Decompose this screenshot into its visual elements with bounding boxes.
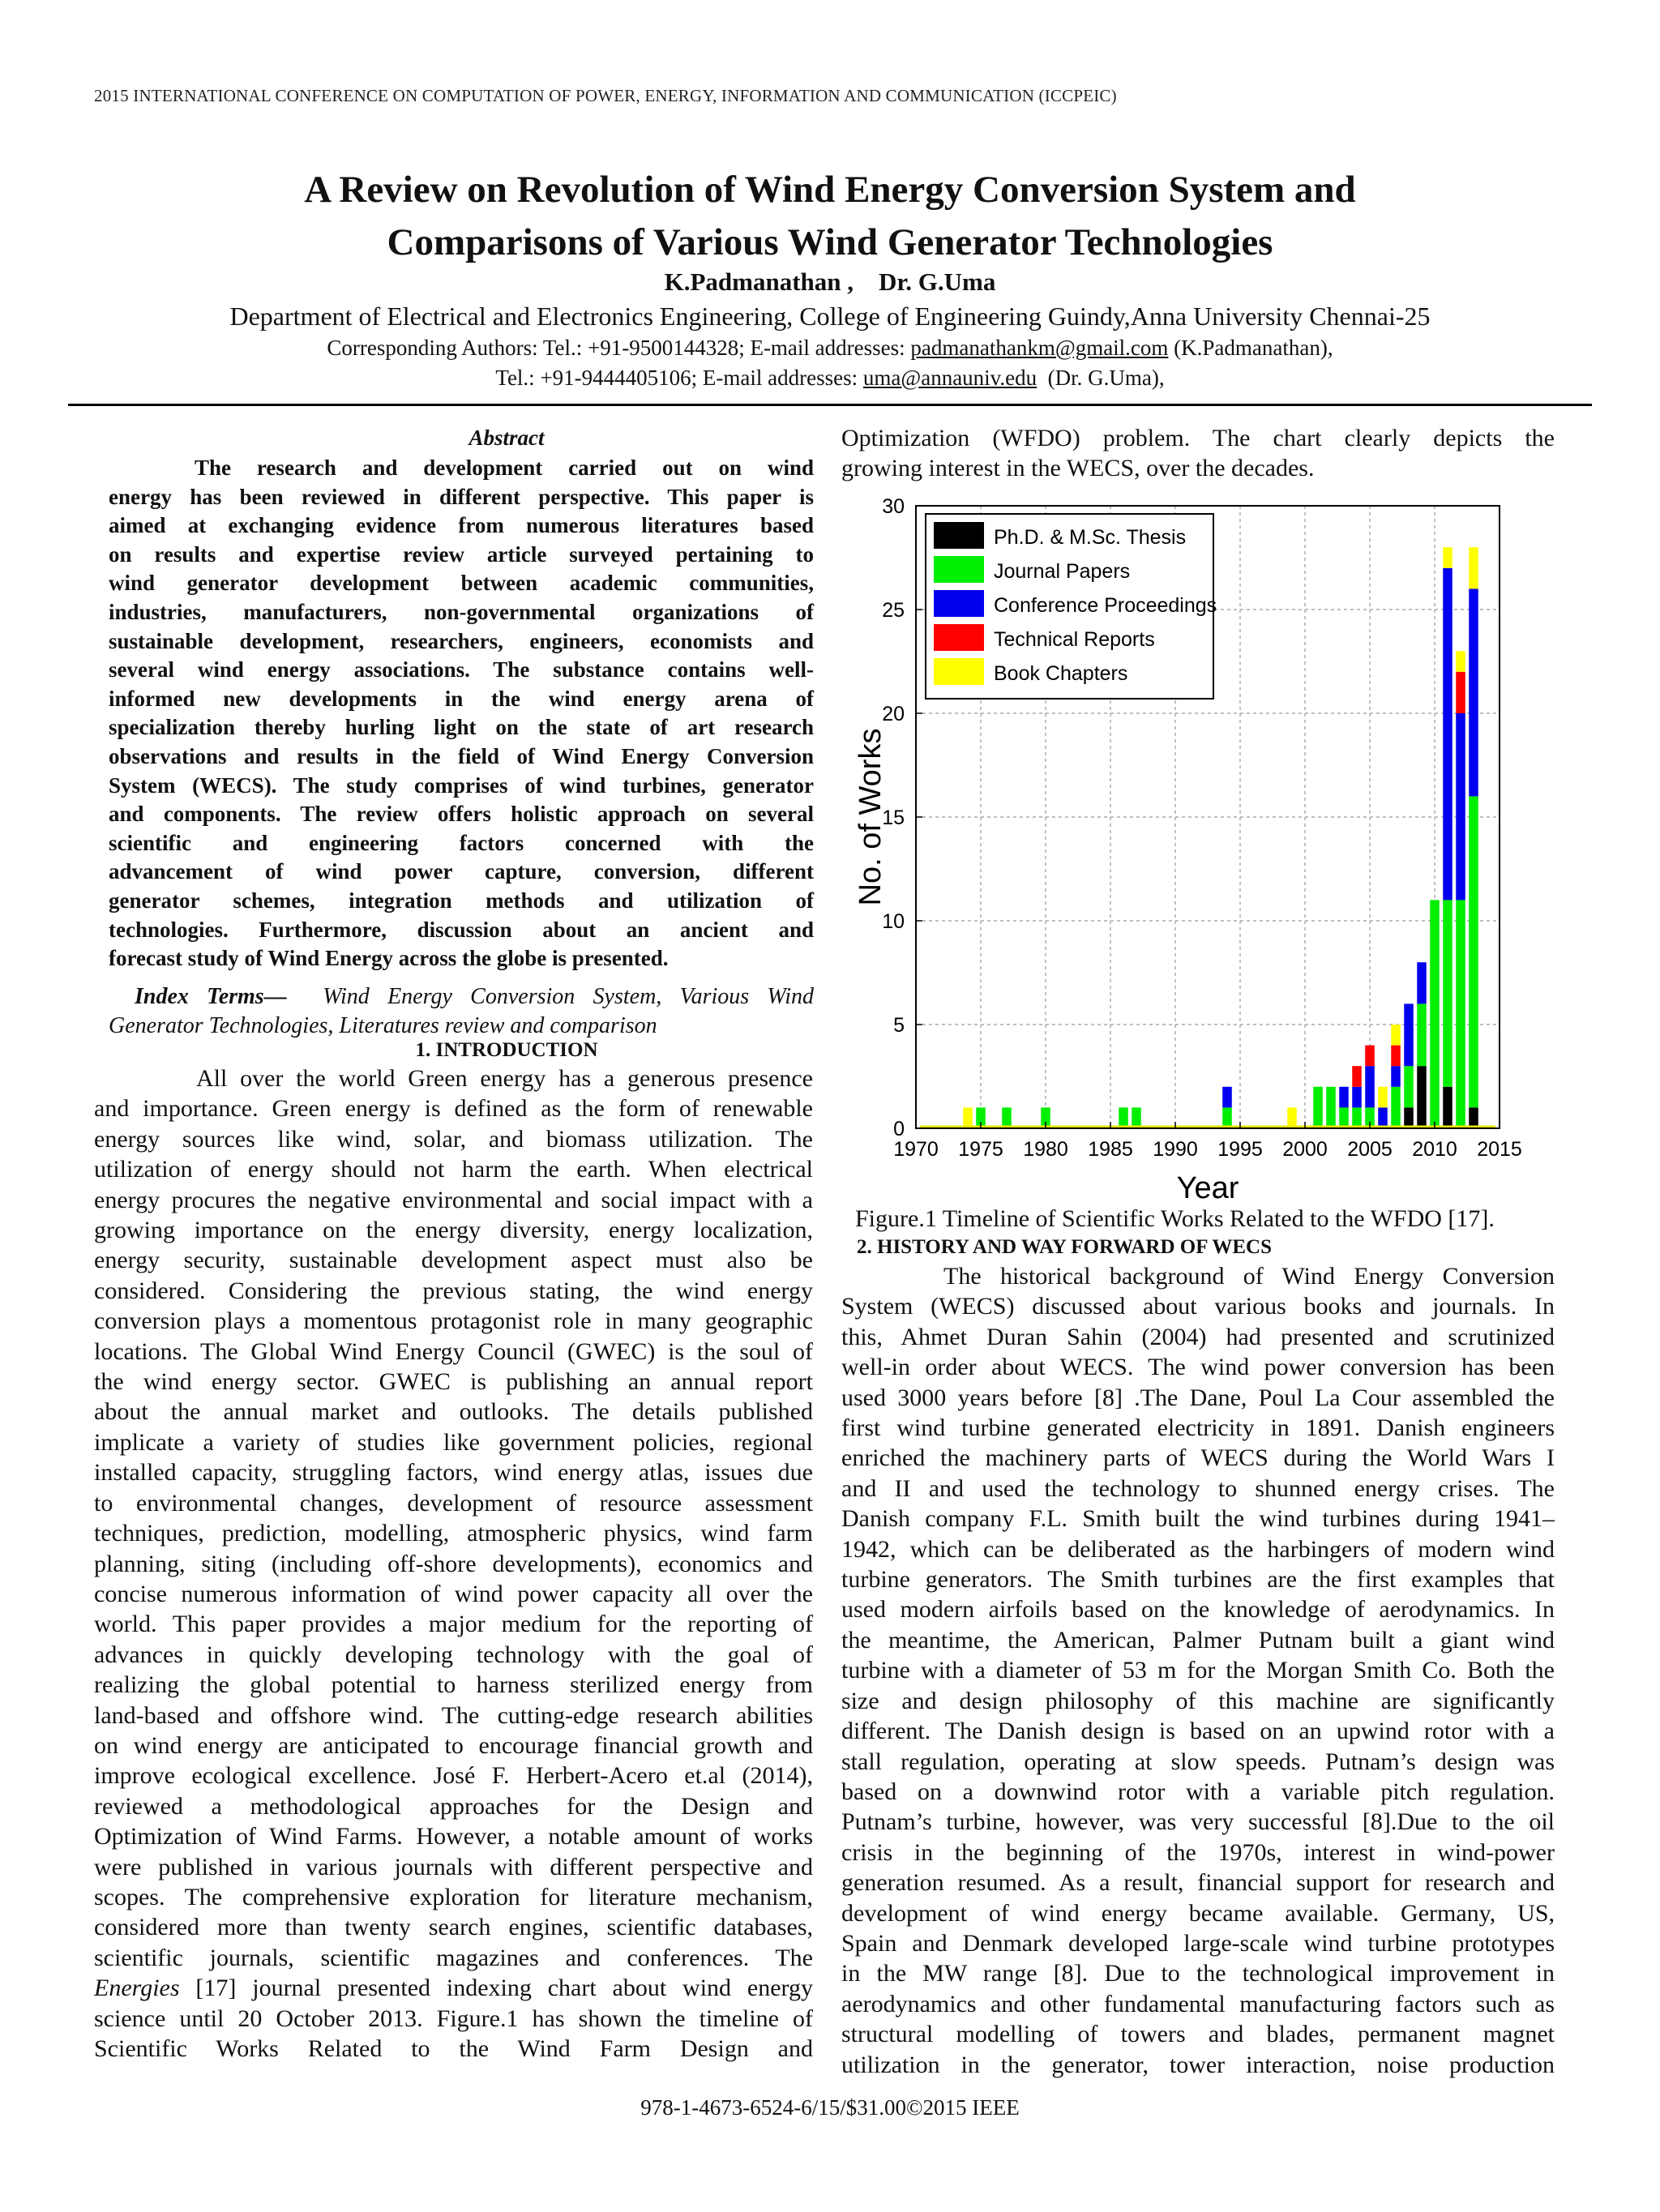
- x-tick-label: 1985: [1088, 1138, 1133, 1161]
- bar-segment: [1443, 900, 1452, 1086]
- corr2-prefix: Tel.: +91-9444405106; E-mail addresses:: [495, 366, 863, 390]
- bar-segment: [1222, 1107, 1232, 1128]
- legend-label: Book Chapters: [994, 662, 1128, 685]
- bar-segment: [1378, 1087, 1388, 1108]
- text-line: scopes. The comprehensive exploration for literature mechanism,: [94, 1883, 813, 1910]
- bar-segment: [1469, 547, 1478, 588]
- text-line: the wind energy sector. GWEC is publishing an annual report: [94, 1368, 813, 1396]
- legend-swatch: [934, 590, 984, 617]
- bar-segment: [1339, 1107, 1349, 1128]
- email-link-1[interactable]: padmanathankm@gmail.com: [910, 336, 1169, 360]
- bar-segment: [1456, 672, 1465, 713]
- legend-swatch: [934, 522, 984, 549]
- text-line: and II and used the technology to shunned energy crises. The: [841, 1474, 1555, 1502]
- x-tick-label: 1995: [1217, 1138, 1263, 1161]
- x-tick-label: 1975: [958, 1138, 1003, 1161]
- text-line: stall regulation, operating at slow speeds. Putnam’s design was: [841, 1748, 1555, 1775]
- bar-segment: [1456, 651, 1465, 672]
- text-line: [94, 1973, 813, 2003]
- index-terms-text-1: Wind Energy Conversion System, Various Wind: [323, 984, 814, 1009]
- text-line: energy security, sustainable development aspect must also be: [94, 1247, 813, 1274]
- text-line: energy sources like wind, solar, and biomass utilization. The: [94, 1125, 813, 1153]
- legend-label: Ph.D. & M.Sc. Thesis: [994, 526, 1187, 549]
- text-line: industries, manufacturers, non-governmental organizations of: [109, 599, 814, 624]
- figure-caption: Figure.1 Timeline of Scientific Works Related to the WFDO [17].: [855, 1205, 1495, 1232]
- bar-segment: [1352, 1107, 1362, 1128]
- text-line: forecast study of Wind Energy across the globe is presented.: [109, 946, 669, 971]
- text-line: considered. Considering the previous stating, the wind energy: [94, 1277, 813, 1304]
- text-line: realizing the global potential to harness sterilized energy from: [94, 1671, 813, 1699]
- abstract-body: [109, 454, 814, 973]
- bar-segment: [1404, 1066, 1414, 1107]
- text-line: advances in quickly developing technology with the goal of: [94, 1641, 813, 1668]
- legend-label: Conference Proceedings: [994, 594, 1217, 617]
- text-line: based on a downwind rotor with a variable pitch regulation.: [841, 1778, 1555, 1805]
- text-line: The research and development carried out on wind: [195, 456, 814, 480]
- text-line: scientific and engineering factors concerned with the: [109, 830, 814, 855]
- text-line: aimed at exchanging evidence from numerous literatures based: [109, 513, 814, 538]
- index-terms-line-1: [109, 982, 814, 1012]
- bar-segment: [1430, 900, 1440, 1128]
- bar-segment: [1417, 962, 1427, 1003]
- bar-segment: [1443, 547, 1452, 568]
- bar-segment: [1391, 1025, 1401, 1046]
- text-line: locations. The Global Wind Energy Council (GWEC) is the soul of: [94, 1337, 813, 1365]
- text-line: aerodynamics and other fundamental manufacturing factors such as: [841, 1990, 1555, 2017]
- bar-segment: [1378, 1107, 1388, 1128]
- bar-segment: [1365, 1046, 1375, 1067]
- chart-y-axis-label: No. of Works: [854, 728, 888, 906]
- corr1-prefix: Corresponding Authors: Tel.: +91-9500144328; E-mail addresses:: [327, 336, 911, 360]
- text-line: informed new developments in the wind energy arena of: [109, 686, 814, 711]
- bar-segment: [1391, 1046, 1401, 1067]
- text-line: observations and results in the field of Wind Energy Conversion: [109, 743, 814, 768]
- section-1-heading: 1. INTRODUCTION: [415, 1039, 598, 1061]
- bar-segment: [1469, 796, 1478, 1107]
- legend-label: Technical Reports: [994, 628, 1155, 651]
- bar-segment: [1119, 1107, 1128, 1128]
- text-line: The historical background of Wind Energy Conversion: [943, 1263, 1555, 1290]
- text-line: turbine generators. The Smith turbines are the first examples that: [841, 1566, 1555, 1594]
- bar-segment: [1339, 1087, 1349, 1108]
- text-line: energy has been reviewed in different perspective. This paper is: [109, 484, 814, 509]
- text-line: turbine with a diameter of 53 m for the Morgan Smith Co. Both the: [841, 1657, 1555, 1684]
- abstract-heading: Abstract: [468, 426, 545, 450]
- text-line: Spain and Denmark developed large-scale wind turbine prototypes: [841, 1929, 1555, 1957]
- corr1-suffix: (K.Padmanathan),: [1168, 336, 1333, 360]
- text-line: crisis in the beginning of the 1970s, interest in wind-power: [841, 1838, 1555, 1866]
- bar-segment: [1365, 1066, 1375, 1107]
- corr2-suffix: (Dr. G.Uma),: [1037, 366, 1165, 390]
- journal-name: Energies: [94, 1975, 180, 2002]
- y-tick-label: 10: [882, 910, 905, 933]
- text-line: on wind energy are anticipated to encourage financial growth and: [94, 1731, 813, 1759]
- text-line: utilization in the generator, tower interaction, noise production: [841, 2051, 1555, 2078]
- text-line: considered more than twenty search engines, scientific databases,: [94, 1914, 813, 1941]
- bar-segment: [1326, 1087, 1336, 1128]
- header-divider: [68, 404, 1592, 406]
- text-line: 1942, which can be deliberated as the harbingers of modern wind: [841, 1535, 1555, 1563]
- text-line: specialization thereby hurling light on the state of art research: [109, 715, 814, 740]
- text-line: sustainable development, researchers, engineers, economists and: [109, 628, 814, 653]
- text-line: Optimization of Wind Farms. However, a notable amount of works: [94, 1823, 813, 1850]
- chart-x-axis-label: Year: [1176, 1171, 1239, 1205]
- bar-segment: [1002, 1107, 1012, 1128]
- text-line: growing interest in the WECS, over the decades.: [841, 455, 1315, 482]
- y-tick-label: 5: [893, 1014, 905, 1037]
- text-line: generator schemes, integration methods and utilization of: [109, 888, 814, 913]
- text-line: the meantime, the American, Palmer Putnam built a giant wind: [841, 1626, 1555, 1654]
- introduction-body: [94, 1063, 813, 2064]
- bar-segment: [1469, 588, 1478, 796]
- index-terms: [109, 982, 814, 1041]
- x-tick-label: 1980: [1023, 1138, 1068, 1161]
- text-line: implicate a variety of studies like government policies, regional: [94, 1428, 813, 1456]
- text-line: on results and expertise review article surveyed pertaining to: [109, 541, 814, 567]
- text-line: well-in order about WECS. The wind power conversion has been: [841, 1354, 1555, 1381]
- corresponding-author-1: [0, 336, 1660, 361]
- text-line: reviewed a methodological approaches for the Design and: [94, 1792, 813, 1820]
- bar-segment: [1469, 1107, 1478, 1128]
- paper-title: [0, 164, 1660, 269]
- text-line: Scientific Works Related to the Wind Farm Design and: [94, 2035, 813, 2062]
- text-line: System (WECS) discussed about various books and journals. In: [841, 1293, 1555, 1320]
- text-fragment: [17] journal presented indexing chart about wind energy: [179, 1975, 813, 2002]
- index-terms-line-2: Generator Technologies, Literatures review and comparison: [109, 1013, 657, 1038]
- index-terms-label: Index Terms—: [135, 984, 287, 1009]
- text-line: this, Ahmet Duran Sahin (2004) had presented and scrutinized: [841, 1323, 1555, 1350]
- bar-segment: [1222, 1087, 1232, 1108]
- text-line: different. The Danish design is based on an upwind rotor with a: [841, 1718, 1555, 1745]
- text-line: concise numerous information of wind power capacity all over the: [94, 1580, 813, 1607]
- text-line: wind generator development between academic communities,: [109, 571, 814, 596]
- x-tick-label: 1970: [893, 1138, 939, 1161]
- x-tick-label: 2010: [1412, 1138, 1457, 1161]
- text-line: size and design philosophy of this machine are significantly: [841, 1687, 1555, 1714]
- text-line: System (WECS). The study comprises of wind turbines, generator: [109, 772, 814, 798]
- text-line: first wind turbine generated electricity in 1891. Danish engineers: [841, 1414, 1555, 1442]
- bar-segment: [1404, 1003, 1414, 1066]
- y-tick-label: 25: [882, 599, 905, 622]
- text-line: about the annual market and outlooks. The details published: [94, 1398, 813, 1426]
- text-line: enriched the machinery parts of WECS during the World Wars I: [841, 1444, 1555, 1472]
- y-tick-label: 20: [882, 703, 905, 725]
- text-line: Optimization (WFDO) problem. The chart clearly depicts the: [841, 425, 1555, 451]
- text-line: scientific journals, scientific magazines and conferences. The: [94, 1944, 813, 1971]
- bar-segment: [1391, 1087, 1401, 1128]
- legend-swatch: [934, 658, 984, 685]
- text-line: improve ecological excellence. José F. Herbert-Acero et.al (2014),: [94, 1762, 813, 1790]
- bar-segment: [1287, 1107, 1297, 1128]
- bar-segment: [1132, 1107, 1141, 1128]
- bar-segment: [1456, 900, 1465, 1128]
- text-line: development of wind energy became available. Germany, US,: [841, 1899, 1555, 1927]
- legend-swatch: [934, 624, 984, 651]
- text-line: and importance. Green energy is defined as the form of renewable: [94, 1095, 813, 1123]
- bar-segment: [963, 1107, 973, 1128]
- text-line: planning, siting (including off-shore developments), economics and: [94, 1550, 813, 1577]
- authors: K.Padmanathan , Dr. G.Uma: [664, 267, 996, 296]
- text-line: to environmental changes, development of resource assessment: [94, 1489, 813, 1517]
- legend-label: Journal Papers: [994, 560, 1131, 583]
- text-line: technologies. Furthermore, discussion about an ancient and: [109, 917, 814, 942]
- conference-header: 2015 INTERNATIONAL CONFERENCE ON COMPUTATION OF POWER, ENERGY, INFORMATION AND COMMUNICATION (ICCPEIC): [94, 86, 1117, 105]
- text-line: conversion plays a momentous protagonist role in many geographic: [94, 1307, 813, 1335]
- y-tick-label: 0: [893, 1118, 905, 1140]
- x-tick-label: 2015: [1477, 1138, 1522, 1161]
- title-line-2: Comparisons of Various Wind Generator Technologies: [387, 221, 1273, 263]
- text-line: structural modelling of towers and blades, permanent magnet: [841, 2021, 1555, 2048]
- bar-segment: [1456, 713, 1465, 900]
- bar-segment: [1404, 1107, 1414, 1128]
- chart-legend: [926, 514, 1217, 699]
- x-tick-label: 2000: [1282, 1138, 1328, 1161]
- y-tick-label: 15: [882, 807, 905, 829]
- text-line: energy procures the negative environmental and social impact with a: [94, 1186, 813, 1213]
- x-tick-label: 2005: [1347, 1138, 1393, 1161]
- bar-segment: [1417, 1003, 1427, 1066]
- right-column-top-text: [841, 423, 1555, 484]
- y-tick-label: 30: [882, 495, 905, 518]
- email-link-2[interactable]: uma@annauniv.edu: [862, 366, 1038, 390]
- bar-segment: [1443, 568, 1452, 901]
- corresponding-author-2: [0, 366, 1660, 391]
- history-body: [841, 1261, 1555, 2080]
- legend-swatch: [934, 556, 984, 583]
- title-line-1: A Review on Revolution of Wind Energy Conversion System and: [304, 169, 1356, 211]
- bar-segment: [1352, 1087, 1362, 1108]
- bar-segment: [1391, 1066, 1401, 1087]
- text-line: growing importance on the energy diversity, energy localization,: [94, 1217, 813, 1244]
- text-line: used 3000 years before [8] .The Dane, Poul La Cour assembled the: [841, 1384, 1555, 1411]
- text-line: Putnam’s turbine, however, was very successful [8].Due to the oil: [841, 1808, 1555, 1836]
- text-line: and components. The review offers holistic approach on several: [109, 802, 814, 827]
- department: Department of Electrical and Electronics Engineering, College of Engineering Guindy,Anna University Chennai-25: [229, 302, 1431, 331]
- text-line: land-based and offshore wind. The cutting-edge research abilities: [94, 1701, 813, 1729]
- bar-segment: [1417, 1066, 1427, 1128]
- text-line: in the MW range [8]. Due to the technological improvement in: [841, 1960, 1555, 1987]
- text-line: generation resumed. As a result, financial support for research and: [841, 1869, 1555, 1897]
- x-tick-label: 1990: [1153, 1138, 1198, 1161]
- text-line: science until 20 October 2013. Figure.1 has shown the timeline of: [94, 2004, 813, 2032]
- bar-segment: [1352, 1066, 1362, 1087]
- text-line: installed capacity, struggling factors, wind energy atlas, issues due: [94, 1459, 813, 1487]
- timeline-bar-chart: [843, 493, 1524, 1206]
- text-line: advancement of wind power capture, conversion, different: [109, 859, 814, 884]
- text-line: were published in various journals with different perspective and: [94, 1853, 813, 1880]
- bar-segment: [1313, 1087, 1323, 1128]
- section-2-heading: 2. HISTORY AND WAY FORWARD OF WECS: [857, 1236, 1272, 1258]
- text-line: world. This paper provides a major medium for the reporting of: [94, 1611, 813, 1638]
- bar-segment: [1443, 1087, 1452, 1128]
- copyright-footer: 978-1-4673-6524-6/15/$31.00©2015 IEEE: [640, 2095, 1020, 2120]
- text-line: several wind energy associations. The substance contains well-: [109, 657, 814, 682]
- text-line: techniques, prediction, modelling, atmospheric physics, wind farm: [94, 1520, 813, 1547]
- text-line: All over the world Green energy has a generous presence: [196, 1065, 813, 1092]
- text-line: utilization of energy should not harm the earth. When electrical: [94, 1156, 813, 1183]
- text-line: used modern airfoils based on the knowledge of aerodynamics. In: [841, 1596, 1555, 1624]
- text-line: Danish company F.L. Smith built the wind turbines during 1941–: [841, 1505, 1555, 1533]
